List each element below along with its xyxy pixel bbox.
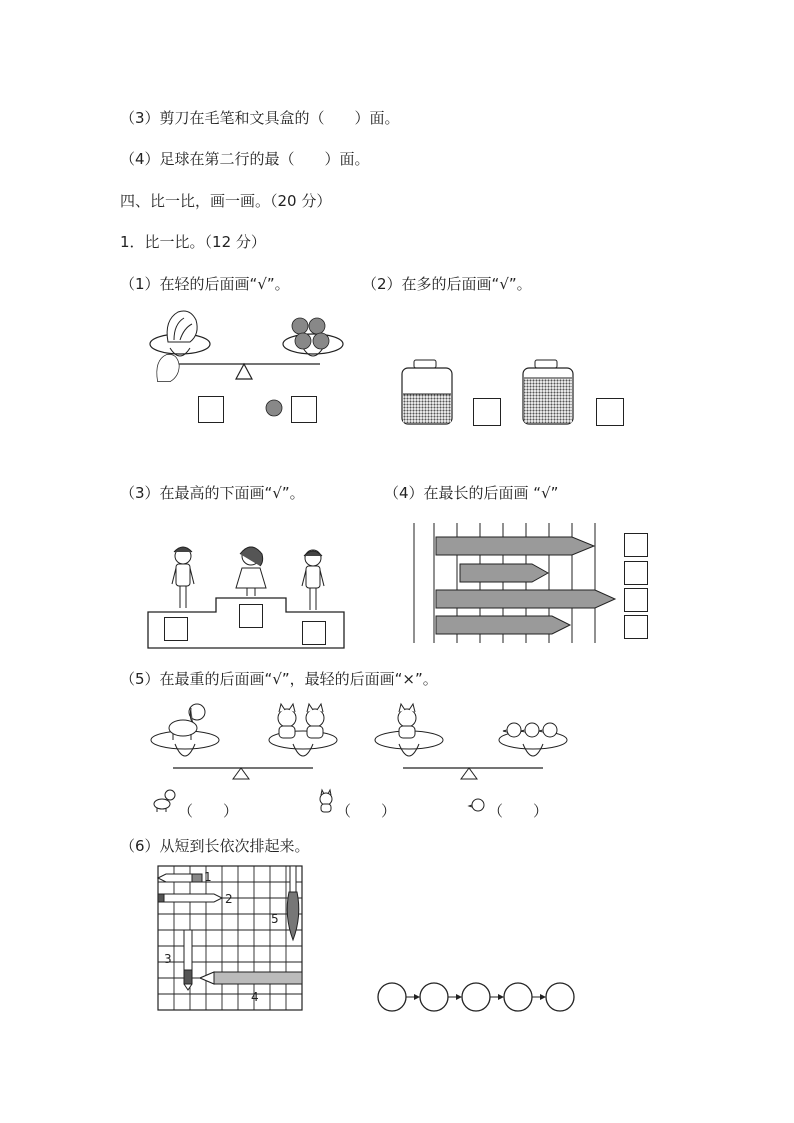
pencil-3-icon [184, 930, 192, 990]
arrow-bar-4 [436, 616, 570, 634]
subsection-1-heading: 1．比一比。（12 分） [120, 233, 266, 251]
part-1-prompt: （1）在轻的后面画“√”。 [120, 275, 290, 293]
grid-label-4: 4 [251, 990, 259, 1004]
answer-box-right-child[interactable] [302, 621, 326, 645]
grid-label-3: 3 [164, 952, 172, 966]
answer-circle-2[interactable] [420, 983, 448, 1011]
boy-icon [302, 550, 324, 610]
answer-box-bar-2[interactable] [624, 561, 648, 585]
grid-label-2: 2 [225, 892, 233, 906]
length-grid-figure [158, 866, 304, 1012]
answer-box-cabbage[interactable] [198, 396, 224, 423]
answer-box-balls[interactable] [291, 396, 317, 423]
small-ball-icon [266, 400, 282, 416]
answer-circle-1[interactable] [378, 983, 406, 1011]
part-6-prompt: （6）从短到长依次排起来。 [120, 837, 310, 855]
arrow-bar-3 [436, 590, 615, 608]
balance-scale-figure [140, 300, 350, 390]
answer-paren-dog[interactable]: （ ） [178, 802, 239, 820]
cat-icon [398, 704, 416, 738]
boy-icon [172, 547, 194, 608]
jar-icon [523, 360, 573, 424]
girl-icon [236, 547, 266, 596]
part-4-prompt: （4）在最长的后面画 “√” [384, 484, 559, 502]
grid-label-1: 1 [204, 870, 212, 884]
small-cabbage-icon [157, 354, 179, 381]
chick-icon [503, 723, 557, 737]
arrow-bar-2 [460, 564, 548, 582]
answer-box-bar-4[interactable] [624, 615, 648, 639]
answer-box-jar-1[interactable] [473, 398, 501, 426]
part-2-prompt: （2）在多的后面画“√”。 [362, 275, 532, 293]
answer-circle-3[interactable] [462, 983, 490, 1011]
arrow-bar-1 [436, 537, 594, 555]
question-3-scissors: （3）剪刀在毛笔和文具盒的（ ）面。 [120, 109, 400, 127]
grid-label-5: 5 [271, 912, 279, 926]
cat-small-icon [314, 790, 338, 814]
answer-box-bar-1[interactable] [624, 533, 648, 557]
answer-circle-5[interactable] [546, 983, 574, 1011]
part-5-prompt: （5）在最重的后面画“√”，最轻的后面画“×”。 [120, 670, 438, 688]
question-4-football: （4）足球在第二行的最（ ）面。 [120, 150, 370, 168]
part-3-prompt: （3）在最高的下面画“√”。 [120, 484, 305, 502]
pencil-1-icon [158, 874, 202, 882]
cabbage-icon [167, 311, 197, 342]
ordering-circles [376, 982, 576, 1014]
answer-box-bar-3[interactable] [624, 588, 648, 612]
dog-small-icon [150, 786, 178, 814]
answer-paren-cat[interactable]: （ ） [336, 802, 397, 820]
answer-circle-4[interactable] [504, 983, 532, 1011]
pencil-4-icon [200, 972, 302, 984]
answer-box-middle-child[interactable] [239, 604, 263, 628]
answer-paren-chick[interactable]: （ ） [488, 802, 549, 820]
arrow-bars-figure [410, 523, 620, 645]
section-4-heading: 四、比一比，画一画。（20 分） [120, 192, 332, 210]
chick-small-icon [469, 796, 487, 814]
jar-icon [402, 360, 452, 424]
answer-box-left-child[interactable] [164, 617, 188, 641]
brush-5-icon [287, 866, 299, 940]
answer-box-jar-2[interactable] [596, 398, 624, 426]
pencil-2-icon [158, 894, 222, 902]
animal-balances-figure [145, 700, 585, 782]
